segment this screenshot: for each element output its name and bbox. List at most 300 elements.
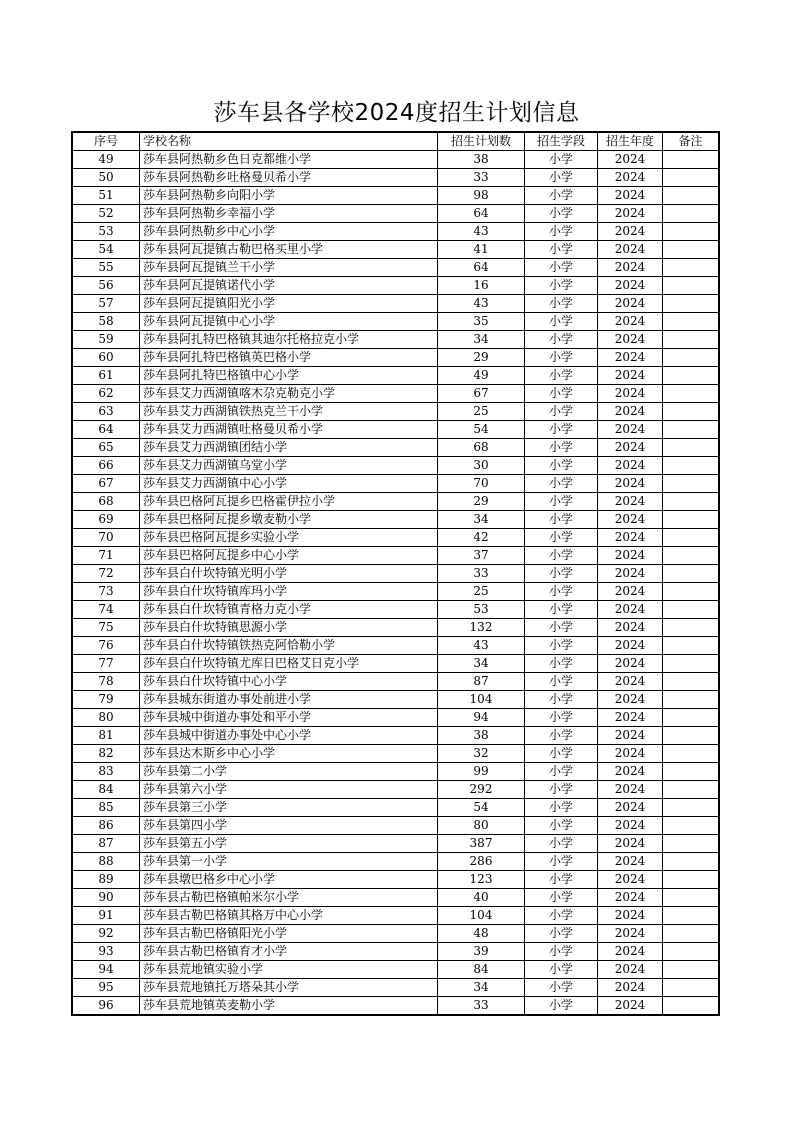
cell-school-name: 莎车县城中街道办事处和平小学 <box>140 709 438 727</box>
cell-plan-count: 33 <box>438 169 525 187</box>
cell-year: 2024 <box>598 547 663 565</box>
cell-no: 69 <box>72 511 140 529</box>
cell-note <box>663 241 720 259</box>
cell-school-name: 莎车县阿扎特巴格镇英巴格小学 <box>140 349 438 367</box>
table-row <box>72 709 719 727</box>
cell-plan-count: 30 <box>438 457 525 475</box>
cell-note <box>663 871 720 889</box>
cell-no: 81 <box>72 727 140 745</box>
cell-stage: 小学 <box>525 259 598 277</box>
table-row <box>72 943 719 961</box>
cell-note <box>663 691 720 709</box>
table-row <box>72 241 719 259</box>
cell-stage: 小学 <box>525 493 598 511</box>
cell-note <box>663 907 720 925</box>
header-year: 招生年度 <box>598 132 663 151</box>
cell-no: 65 <box>72 439 140 457</box>
cell-note <box>663 979 720 997</box>
cell-stage: 小学 <box>525 277 598 295</box>
cell-year: 2024 <box>598 637 663 655</box>
table-row <box>72 673 719 691</box>
cell-note <box>663 565 720 583</box>
cell-plan-count: 104 <box>438 907 525 925</box>
cell-school-name: 莎车县阿热勒乡色日克都维小学 <box>140 151 438 169</box>
cell-no: 95 <box>72 979 140 997</box>
cell-stage: 小学 <box>525 601 598 619</box>
cell-year: 2024 <box>598 781 663 799</box>
cell-note <box>663 835 720 853</box>
cell-stage: 小学 <box>525 223 598 241</box>
cell-note <box>663 403 720 421</box>
cell-stage: 小学 <box>525 673 598 691</box>
cell-stage: 小学 <box>525 727 598 745</box>
cell-school-name: 莎车县白什坎特镇思源小学 <box>140 619 438 637</box>
cell-year: 2024 <box>598 601 663 619</box>
cell-note <box>663 385 720 403</box>
cell-note <box>663 655 720 673</box>
cell-plan-count: 38 <box>438 727 525 745</box>
cell-school-name: 莎车县白什坎特镇尤库日巴格艾日克小学 <box>140 655 438 673</box>
cell-school-name: 莎车县艾力西湖镇喀木尕克勒克小学 <box>140 385 438 403</box>
cell-year: 2024 <box>598 799 663 817</box>
enrollment-table <box>71 131 720 1016</box>
cell-no: 92 <box>72 925 140 943</box>
cell-plan-count: 64 <box>438 259 525 277</box>
header-note: 备注 <box>663 132 720 151</box>
table-row <box>72 223 719 241</box>
cell-plan-count: 387 <box>438 835 525 853</box>
cell-year: 2024 <box>598 331 663 349</box>
cell-stage: 小学 <box>525 979 598 997</box>
cell-note <box>663 349 720 367</box>
table-row <box>72 925 719 943</box>
cell-year: 2024 <box>598 997 663 1016</box>
cell-plan-count: 38 <box>438 151 525 169</box>
cell-year: 2024 <box>598 853 663 871</box>
cell-school-name: 莎车县第四小学 <box>140 817 438 835</box>
cell-plan-count: 54 <box>438 421 525 439</box>
table-row <box>72 979 719 997</box>
table-row <box>72 745 719 763</box>
cell-note <box>663 331 720 349</box>
cell-no: 60 <box>72 349 140 367</box>
cell-note <box>663 727 720 745</box>
cell-school-name: 莎车县阿瓦提镇中心小学 <box>140 313 438 331</box>
cell-plan-count: 132 <box>438 619 525 637</box>
cell-plan-count: 40 <box>438 889 525 907</box>
cell-year: 2024 <box>598 349 663 367</box>
cell-no: 78 <box>72 673 140 691</box>
cell-plan-count: 70 <box>438 475 525 493</box>
cell-year: 2024 <box>598 691 663 709</box>
cell-no: 53 <box>72 223 140 241</box>
cell-note <box>663 889 720 907</box>
cell-note <box>663 475 720 493</box>
cell-school-name: 莎车县巴格阿瓦提乡墩麦勒小学 <box>140 511 438 529</box>
cell-note <box>663 295 720 313</box>
table-row <box>72 295 719 313</box>
cell-school-name: 莎车县阿热勒乡幸福小学 <box>140 205 438 223</box>
cell-plan-count: 98 <box>438 187 525 205</box>
cell-no: 86 <box>72 817 140 835</box>
cell-stage: 小学 <box>525 547 598 565</box>
cell-note <box>663 961 720 979</box>
cell-school-name: 莎车县阿瓦提镇阳光小学 <box>140 295 438 313</box>
cell-year: 2024 <box>598 367 663 385</box>
table-row <box>72 871 719 889</box>
cell-plan-count: 43 <box>438 295 525 313</box>
cell-plan-count: 43 <box>438 637 525 655</box>
table-row <box>72 187 719 205</box>
cell-stage: 小学 <box>525 529 598 547</box>
cell-plan-count: 35 <box>438 313 525 331</box>
cell-year: 2024 <box>598 403 663 421</box>
cell-stage: 小学 <box>525 943 598 961</box>
cell-no: 85 <box>72 799 140 817</box>
cell-stage: 小学 <box>525 169 598 187</box>
cell-year: 2024 <box>598 295 663 313</box>
cell-note <box>663 637 720 655</box>
cell-note <box>663 511 720 529</box>
cell-no: 63 <box>72 403 140 421</box>
cell-plan-count: 33 <box>438 997 525 1016</box>
cell-year: 2024 <box>598 907 663 925</box>
cell-year: 2024 <box>598 727 663 745</box>
cell-no: 59 <box>72 331 140 349</box>
cell-stage: 小学 <box>525 709 598 727</box>
table-row <box>72 637 719 655</box>
page-title: 莎车县各学校2024度招生计划信息 <box>213 100 580 126</box>
cell-note <box>663 313 720 331</box>
cell-year: 2024 <box>598 421 663 439</box>
table-row <box>72 889 719 907</box>
cell-note <box>663 925 720 943</box>
cell-no: 51 <box>72 187 140 205</box>
table-row <box>72 457 719 475</box>
cell-school-name: 莎车县墩巴格乡中心小学 <box>140 871 438 889</box>
cell-school-name: 莎车县阿热勒乡吐格曼贝希小学 <box>140 169 438 187</box>
cell-note <box>663 673 720 691</box>
cell-school-name: 莎车县阿瓦提镇古勒巴格买里小学 <box>140 241 438 259</box>
cell-school-name: 莎车县阿热勒乡中心小学 <box>140 223 438 241</box>
cell-no: 50 <box>72 169 140 187</box>
cell-stage: 小学 <box>525 763 598 781</box>
cell-note <box>663 853 720 871</box>
cell-no: 89 <box>72 871 140 889</box>
cell-no: 84 <box>72 781 140 799</box>
cell-note <box>663 439 720 457</box>
table-row <box>72 835 719 853</box>
cell-plan-count: 84 <box>438 961 525 979</box>
header-stage: 招生学段 <box>525 132 598 151</box>
table-row <box>72 169 719 187</box>
cell-no: 93 <box>72 943 140 961</box>
cell-plan-count: 286 <box>438 853 525 871</box>
cell-no: 91 <box>72 907 140 925</box>
cell-no: 72 <box>72 565 140 583</box>
table-row <box>72 601 719 619</box>
cell-no: 71 <box>72 547 140 565</box>
cell-school-name: 莎车县白什坎特镇铁热克阿恰勒小学 <box>140 637 438 655</box>
cell-year: 2024 <box>598 511 663 529</box>
table-row <box>72 385 719 403</box>
cell-year: 2024 <box>598 817 663 835</box>
cell-plan-count: 42 <box>438 529 525 547</box>
cell-no: 70 <box>72 529 140 547</box>
cell-school-name: 莎车县白什坎特镇库玛小学 <box>140 583 438 601</box>
cell-no: 67 <box>72 475 140 493</box>
cell-year: 2024 <box>598 889 663 907</box>
table-row <box>72 493 719 511</box>
table-row <box>72 403 719 421</box>
cell-school-name: 莎车县达木斯乡中心小学 <box>140 745 438 763</box>
cell-no: 68 <box>72 493 140 511</box>
cell-stage: 小学 <box>525 745 598 763</box>
cell-stage: 小学 <box>525 961 598 979</box>
cell-stage: 小学 <box>525 781 598 799</box>
cell-no: 74 <box>72 601 140 619</box>
cell-year: 2024 <box>598 385 663 403</box>
table-row <box>72 259 719 277</box>
cell-school-name: 莎车县荒地镇英麦勒小学 <box>140 997 438 1016</box>
cell-no: 77 <box>72 655 140 673</box>
cell-note <box>663 817 720 835</box>
cell-year: 2024 <box>598 205 663 223</box>
cell-stage: 小学 <box>525 817 598 835</box>
cell-no: 58 <box>72 313 140 331</box>
cell-stage: 小学 <box>525 835 598 853</box>
table-row <box>72 529 719 547</box>
cell-plan-count: 16 <box>438 277 525 295</box>
cell-plan-count: 54 <box>438 799 525 817</box>
cell-plan-count: 34 <box>438 331 525 349</box>
cell-stage: 小学 <box>525 925 598 943</box>
cell-school-name: 莎车县荒地镇托万塔朵其小学 <box>140 979 438 997</box>
cell-no: 94 <box>72 961 140 979</box>
cell-year: 2024 <box>598 259 663 277</box>
table-row <box>72 907 719 925</box>
cell-stage: 小学 <box>525 187 598 205</box>
cell-no: 64 <box>72 421 140 439</box>
cell-no: 75 <box>72 619 140 637</box>
cell-school-name: 莎车县古勒巴格镇其格万中心小学 <box>140 907 438 925</box>
cell-year: 2024 <box>598 655 663 673</box>
cell-year: 2024 <box>598 169 663 187</box>
cell-year: 2024 <box>598 619 663 637</box>
cell-year: 2024 <box>598 475 663 493</box>
cell-plan-count: 34 <box>438 511 525 529</box>
cell-note <box>663 709 720 727</box>
cell-no: 83 <box>72 763 140 781</box>
cell-school-name: 莎车县巴格阿瓦提乡实验小学 <box>140 529 438 547</box>
cell-stage: 小学 <box>525 331 598 349</box>
cell-school-name: 莎车县第五小学 <box>140 835 438 853</box>
cell-school-name: 莎车县阿热勒乡向阳小学 <box>140 187 438 205</box>
cell-school-name: 莎车县艾力西湖镇团结小学 <box>140 439 438 457</box>
cell-note <box>663 997 720 1016</box>
cell-stage: 小学 <box>525 583 598 601</box>
table-row <box>72 853 719 871</box>
cell-plan-count: 99 <box>438 763 525 781</box>
cell-plan-count: 25 <box>438 583 525 601</box>
cell-stage: 小学 <box>525 241 598 259</box>
cell-plan-count: 53 <box>438 601 525 619</box>
cell-note <box>663 205 720 223</box>
cell-school-name: 莎车县第一小学 <box>140 853 438 871</box>
cell-no: 54 <box>72 241 140 259</box>
cell-year: 2024 <box>598 979 663 997</box>
cell-note <box>663 259 720 277</box>
table-row <box>72 331 719 349</box>
cell-year: 2024 <box>598 223 663 241</box>
cell-school-name: 莎车县阿扎特巴格镇其迪尔托格拉克小学 <box>140 331 438 349</box>
cell-no: 76 <box>72 637 140 655</box>
cell-stage: 小学 <box>525 799 598 817</box>
cell-stage: 小学 <box>525 421 598 439</box>
cell-plan-count: 39 <box>438 943 525 961</box>
cell-no: 62 <box>72 385 140 403</box>
table-row <box>72 583 719 601</box>
cell-plan-count: 104 <box>438 691 525 709</box>
cell-stage: 小学 <box>525 511 598 529</box>
cell-school-name: 莎车县巴格阿瓦提乡巴格霍伊拉小学 <box>140 493 438 511</box>
table-row <box>72 205 719 223</box>
cell-stage: 小学 <box>525 565 598 583</box>
cell-school-name: 莎车县荒地镇实验小学 <box>140 961 438 979</box>
cell-note <box>663 421 720 439</box>
table-row <box>72 475 719 493</box>
cell-no: 56 <box>72 277 140 295</box>
table-row <box>72 151 719 169</box>
cell-school-name: 莎车县艾力西湖镇吐格曼贝希小学 <box>140 421 438 439</box>
cell-year: 2024 <box>598 529 663 547</box>
cell-plan-count: 292 <box>438 781 525 799</box>
cell-year: 2024 <box>598 565 663 583</box>
cell-stage: 小学 <box>525 403 598 421</box>
cell-note <box>663 277 720 295</box>
cell-school-name: 莎车县第二小学 <box>140 763 438 781</box>
cell-no: 52 <box>72 205 140 223</box>
cell-note <box>663 763 720 781</box>
cell-year: 2024 <box>598 241 663 259</box>
cell-year: 2024 <box>598 187 663 205</box>
cell-note <box>663 529 720 547</box>
cell-year: 2024 <box>598 745 663 763</box>
table-row <box>72 367 719 385</box>
table-row <box>72 619 719 637</box>
header-plan-count: 招生计划数 <box>438 132 525 151</box>
cell-no: 61 <box>72 367 140 385</box>
table-row <box>72 439 719 457</box>
cell-plan-count: 33 <box>438 565 525 583</box>
cell-year: 2024 <box>598 763 663 781</box>
table-row <box>72 799 719 817</box>
cell-stage: 小学 <box>525 457 598 475</box>
cell-note <box>663 799 720 817</box>
table-body <box>72 151 719 1016</box>
cell-note <box>663 169 720 187</box>
cell-plan-count: 29 <box>438 493 525 511</box>
cell-stage: 小学 <box>525 871 598 889</box>
cell-note <box>663 223 720 241</box>
cell-school-name: 莎车县城中街道办事处中心小学 <box>140 727 438 745</box>
cell-plan-count: 41 <box>438 241 525 259</box>
cell-note <box>663 583 720 601</box>
cell-school-name: 莎车县阿扎特巴格镇中心小学 <box>140 367 438 385</box>
cell-school-name: 莎车县艾力西湖镇乌堂小学 <box>140 457 438 475</box>
cell-note <box>663 619 720 637</box>
cell-stage: 小学 <box>525 475 598 493</box>
cell-stage: 小学 <box>525 367 598 385</box>
header-school-name: 学校名称 <box>140 132 438 151</box>
cell-stage: 小学 <box>525 889 598 907</box>
cell-plan-count: 25 <box>438 403 525 421</box>
cell-stage: 小学 <box>525 997 598 1016</box>
cell-stage: 小学 <box>525 349 598 367</box>
cell-stage: 小学 <box>525 691 598 709</box>
cell-plan-count: 87 <box>438 673 525 691</box>
cell-no: 73 <box>72 583 140 601</box>
cell-plan-count: 123 <box>438 871 525 889</box>
cell-note <box>663 781 720 799</box>
cell-stage: 小学 <box>525 151 598 169</box>
cell-stage: 小学 <box>525 619 598 637</box>
cell-no: 90 <box>72 889 140 907</box>
cell-no: 87 <box>72 835 140 853</box>
cell-plan-count: 80 <box>438 817 525 835</box>
table-row <box>72 997 719 1016</box>
cell-year: 2024 <box>598 583 663 601</box>
cell-no: 79 <box>72 691 140 709</box>
cell-no: 66 <box>72 457 140 475</box>
cell-stage: 小学 <box>525 907 598 925</box>
cell-no: 96 <box>72 997 140 1016</box>
table-row <box>72 691 719 709</box>
cell-school-name: 莎车县古勒巴格镇帕米尔小学 <box>140 889 438 907</box>
cell-school-name: 莎车县古勒巴格镇阳光小学 <box>140 925 438 943</box>
cell-no: 88 <box>72 853 140 871</box>
cell-year: 2024 <box>598 961 663 979</box>
cell-no: 55 <box>72 259 140 277</box>
cell-year: 2024 <box>598 457 663 475</box>
table-row <box>72 961 719 979</box>
cell-stage: 小学 <box>525 385 598 403</box>
cell-note <box>663 151 720 169</box>
cell-year: 2024 <box>598 151 663 169</box>
table-row <box>72 781 719 799</box>
cell-note <box>663 187 720 205</box>
cell-note <box>663 457 720 475</box>
cell-note <box>663 493 720 511</box>
header-no: 序号 <box>72 132 140 151</box>
table-row <box>72 655 719 673</box>
cell-stage: 小学 <box>525 637 598 655</box>
cell-no: 82 <box>72 745 140 763</box>
cell-school-name: 莎车县第三小学 <box>140 799 438 817</box>
cell-school-name: 莎车县巴格阿瓦提乡中心小学 <box>140 547 438 565</box>
cell-year: 2024 <box>598 835 663 853</box>
cell-plan-count: 43 <box>438 223 525 241</box>
cell-plan-count: 29 <box>438 349 525 367</box>
cell-school-name: 莎车县阿瓦提镇诺代小学 <box>140 277 438 295</box>
cell-plan-count: 34 <box>438 655 525 673</box>
cell-note <box>663 745 720 763</box>
cell-no: 49 <box>72 151 140 169</box>
table-row <box>72 349 719 367</box>
cell-plan-count: 64 <box>438 205 525 223</box>
cell-school-name: 莎车县艾力西湖镇中心小学 <box>140 475 438 493</box>
cell-stage: 小学 <box>525 655 598 673</box>
